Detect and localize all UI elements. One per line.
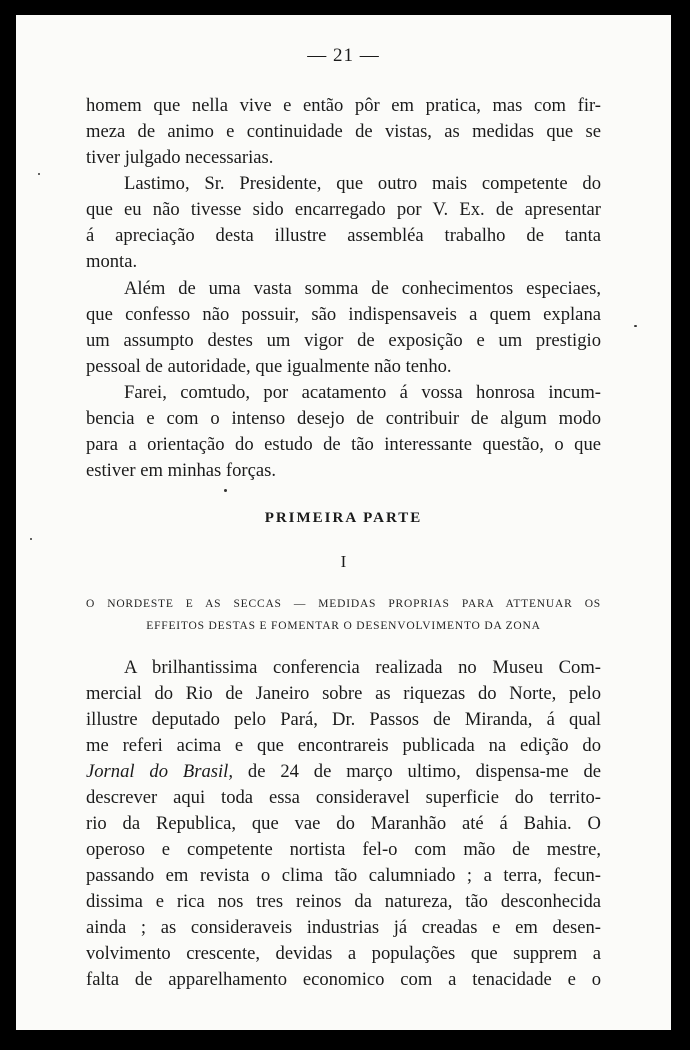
text-line: ainda ; as consideraveis industrias já creadas e em desen- — [86, 917, 601, 938]
text-line: me referi acima e que encontrareis publicada na edição do — [86, 735, 601, 756]
text-line: Lastimo, Sr. Presidente, que outro mais competente do — [124, 173, 601, 194]
book-page — [16, 15, 671, 1030]
text-line: á apreciação desta illustre assembléa trabalho de tanta — [86, 225, 601, 246]
text-line: tiver julgado necessarias. — [86, 147, 274, 168]
text-line: homem que nella vive e então pôr em pratica, mas com fir- — [86, 95, 601, 116]
text-fragment: de 24 de março ultimo, dispensa-me de — [233, 761, 601, 782]
ink-speck — [634, 325, 637, 327]
text-line: descrever aqui toda essa consideravel superficie do territo- — [86, 787, 601, 808]
text-line: rio da Republica, que vae do Maranhão até á Bahia. O — [86, 813, 601, 834]
text-line: Além de uma vasta somma de conhecimentos especiaes, — [124, 278, 601, 299]
text-line: mercial do Rio de Janeiro sobre as riquezas do Norte, pelo — [86, 683, 601, 704]
text-line: volvimento crescente, devidas a populações que supprem a — [86, 943, 601, 964]
text-line: A brilhantissima conferencia realizada no Museu Com- — [124, 657, 601, 678]
chapter-number: I — [340, 552, 347, 571]
ink-speck — [30, 538, 32, 540]
text-line: para a orientação do estudo de tão interessante questão, o que — [86, 434, 601, 455]
chapter-subtitle-line-2: EFFEITOS DESTAS E FOMENTAR O DESENVOLVIMENTO DA ZONA — [146, 620, 541, 632]
text-line — [86, 759, 601, 785]
text-line: operoso e competente nortista fel-o com mão de mestre, — [86, 839, 601, 860]
chapter-subtitle-line-1: O NORDESTE E AS SECCAS — MEDIDAS PROPRIAS PARA ATTENUAR OS — [86, 598, 601, 610]
text-line: monta. — [86, 251, 138, 272]
page-number: — 21 — — [307, 45, 380, 66]
text-line: falta de apparelhamento economico com a tenacidade e o — [86, 969, 601, 990]
text-line: illustre deputado pelo Pará, Dr. Passos de Miranda, á qual — [86, 709, 601, 730]
text-line: meza de animo e continuidade de vistas, as medidas que se — [86, 121, 601, 142]
ink-speck — [38, 173, 40, 175]
text-line: Farei, comtudo, por acatamento á vossa honrosa incum- — [124, 382, 601, 403]
text-line: dissima e rica nos tres reinos da natureza, tão desconhecida — [86, 891, 601, 912]
part-heading: PRIMEIRA PARTE — [264, 510, 423, 526]
ink-speck — [224, 489, 227, 492]
text-line: que confesso não possuir, são indispensaveis a quem explana — [86, 304, 601, 325]
text-line: passando em revista o clima tão calumniado ; a terra, fecun- — [86, 865, 601, 886]
text-line: que eu não tivesse sido encarregado por V. Ex. de apresentar — [86, 199, 601, 220]
text-line: bencia e com o intenso desejo de contribuir de algum modo — [86, 408, 601, 429]
text-line: um assumpto destes um vigor de exposição e um prestigio — [86, 330, 601, 351]
text-line: estiver em minhas forças. — [86, 460, 277, 481]
newspaper-title: Jornal do Brasil, — [86, 761, 234, 782]
text-line: pessoal de autoridade, que igualmente não tenho. — [86, 356, 452, 377]
